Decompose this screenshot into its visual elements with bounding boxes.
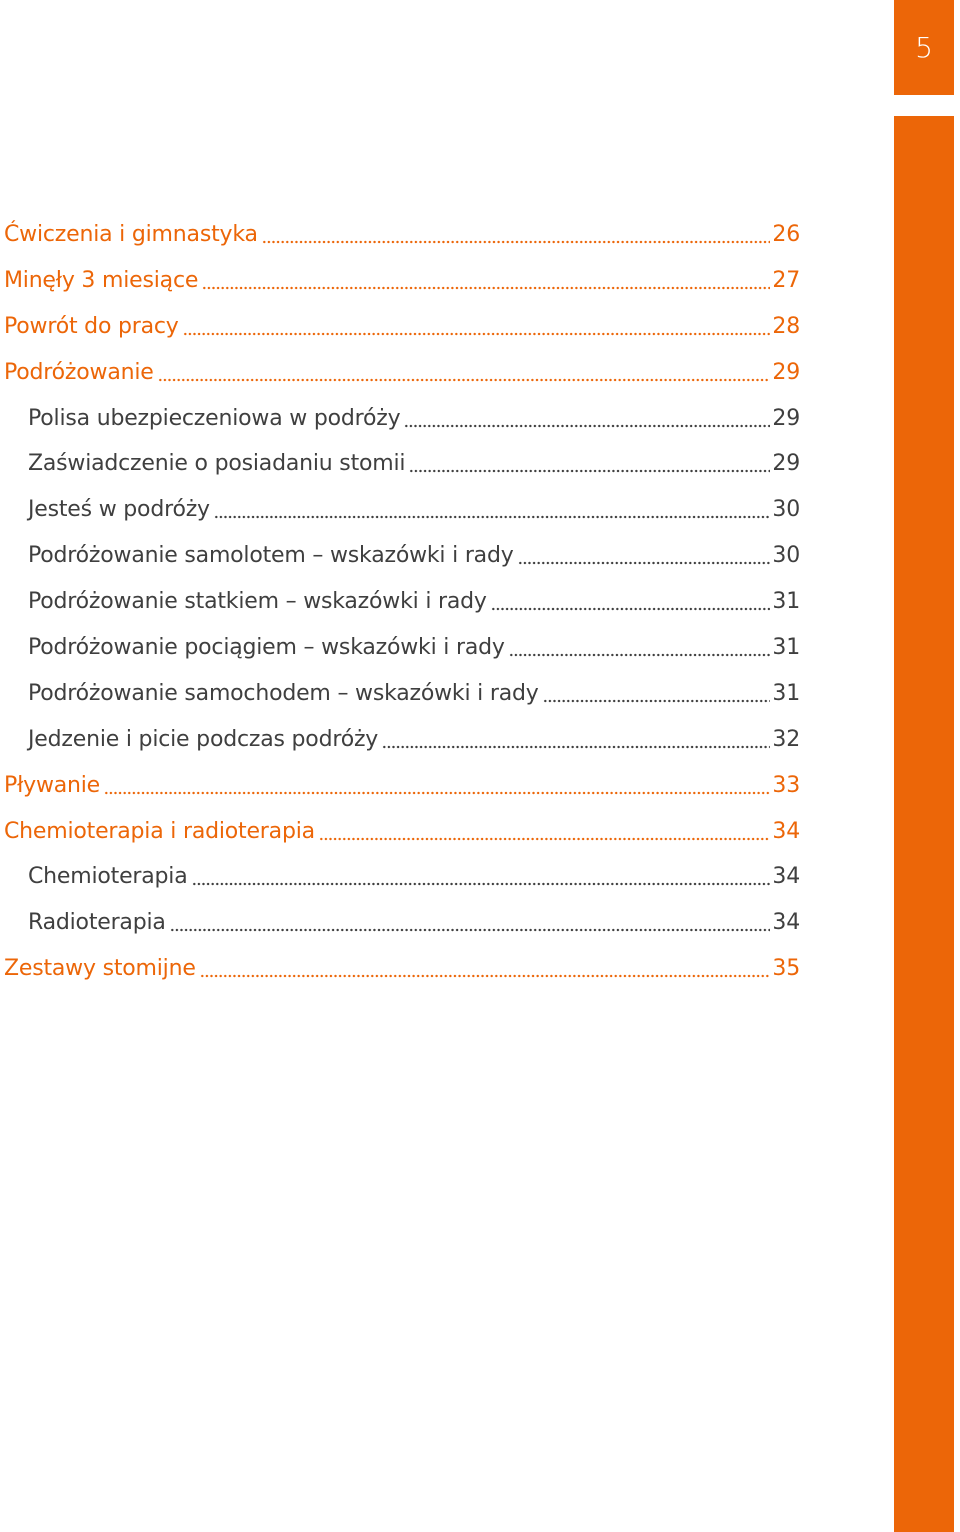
toc-entry[interactable] — [0, 671, 800, 717]
toc-leader-dots — [518, 561, 771, 565]
toc-leader-dots — [202, 286, 770, 290]
toc-entry-page: 29 — [772, 451, 800, 477]
toc-entry[interactable] — [0, 212, 800, 258]
page-number: 5 — [915, 31, 933, 64]
toc-entry[interactable] — [0, 258, 800, 304]
toc-entry[interactable] — [0, 579, 800, 625]
toc-entry-title: Chemioterapia i radioterapia — [4, 818, 315, 844]
toc-entry[interactable] — [0, 487, 800, 533]
toc-leader-dots — [319, 837, 770, 841]
toc-entry-page: 29 — [772, 405, 800, 431]
toc-entry-title: Jedzenie i picie podczas podróży — [28, 726, 379, 752]
toc-leader-dots — [104, 791, 770, 795]
toc-entry[interactable] — [0, 350, 800, 396]
toc-entry-title: Zaświadczenie o posiadaniu stomii — [28, 451, 406, 477]
toc-entry[interactable] — [0, 809, 800, 855]
toc-entry-title: Ćwiczenia i gimnastyka — [4, 222, 258, 247]
toc-leader-dots — [543, 699, 771, 703]
toc-entry-page: 29 — [772, 359, 800, 385]
table-of-contents — [0, 212, 800, 992]
toc-leader-dots — [382, 745, 770, 749]
toc-entry-page: 28 — [772, 313, 800, 339]
toc-entry-page: 34 — [772, 910, 800, 936]
toc-leader-dots — [491, 607, 771, 611]
toc-entry-page: 30 — [772, 497, 800, 523]
toc-entry-page: 27 — [772, 267, 800, 293]
toc-entry-page: 33 — [772, 772, 800, 798]
toc-entry-page: 31 — [772, 680, 800, 706]
toc-entry[interactable] — [0, 396, 800, 442]
toc-entry-title: Pływanie — [4, 772, 101, 798]
toc-leader-dots — [404, 424, 770, 428]
toc-leader-dots — [158, 378, 771, 382]
toc-entry[interactable] — [0, 946, 800, 992]
toc-entry-title: Minęły 3 miesiące — [4, 267, 199, 293]
toc-entry-title: Podróżowanie samochodem – wskazówki i rady — [28, 680, 539, 706]
toc-entry[interactable] — [0, 854, 800, 900]
toc-entry-title: Podróżowanie samolotem – wskazówki i rady — [28, 543, 514, 569]
toc-entry[interactable] — [0, 717, 800, 763]
toc-entry-page: 34 — [772, 864, 800, 890]
toc-leader-dots — [409, 469, 770, 473]
toc-entry-title: Podróżowanie — [4, 359, 154, 385]
toc-entry-page: 32 — [772, 726, 800, 752]
toc-entry-page: 34 — [772, 818, 800, 844]
toc-entry-title: Polisa ubezpieczeniowa w podróży — [28, 405, 401, 431]
toc-entry[interactable] — [0, 763, 800, 809]
toc-entry-page: 30 — [772, 543, 800, 569]
toc-entry-page: 31 — [772, 589, 800, 615]
toc-leader-dots — [200, 974, 771, 978]
toc-leader-dots — [170, 928, 771, 932]
toc-entry-title: Jesteś w podróży — [28, 497, 210, 523]
toc-leader-dots — [192, 882, 771, 886]
toc-leader-dots — [214, 515, 771, 519]
side-accent-bar — [894, 116, 954, 1532]
toc-entry-title: Powrót do pracy — [4, 313, 179, 339]
toc-entry[interactable] — [0, 900, 800, 946]
toc-entry-title: Zestawy stomijne — [4, 956, 196, 982]
toc-leader-dots — [262, 240, 771, 244]
toc-entry-title: Chemioterapia — [28, 864, 188, 890]
toc-entry-page: 35 — [772, 956, 800, 982]
toc-entry-page: 31 — [772, 635, 800, 661]
toc-entry[interactable] — [0, 441, 800, 487]
toc-entry-title: Podróżowanie statkiem – wskazówki i rady — [28, 589, 487, 615]
toc-leader-dots — [509, 653, 771, 657]
page-number-tab — [894, 0, 954, 95]
toc-entry-title: Podróżowanie pociągiem – wskazówki i rady — [28, 635, 505, 661]
toc-leader-dots — [183, 332, 771, 336]
toc-entry[interactable] — [0, 625, 800, 671]
toc-entry-title: Radioterapia — [28, 910, 166, 936]
toc-entry[interactable] — [0, 304, 800, 350]
toc-entry-page: 26 — [772, 222, 800, 247]
toc-entry[interactable] — [0, 533, 800, 579]
